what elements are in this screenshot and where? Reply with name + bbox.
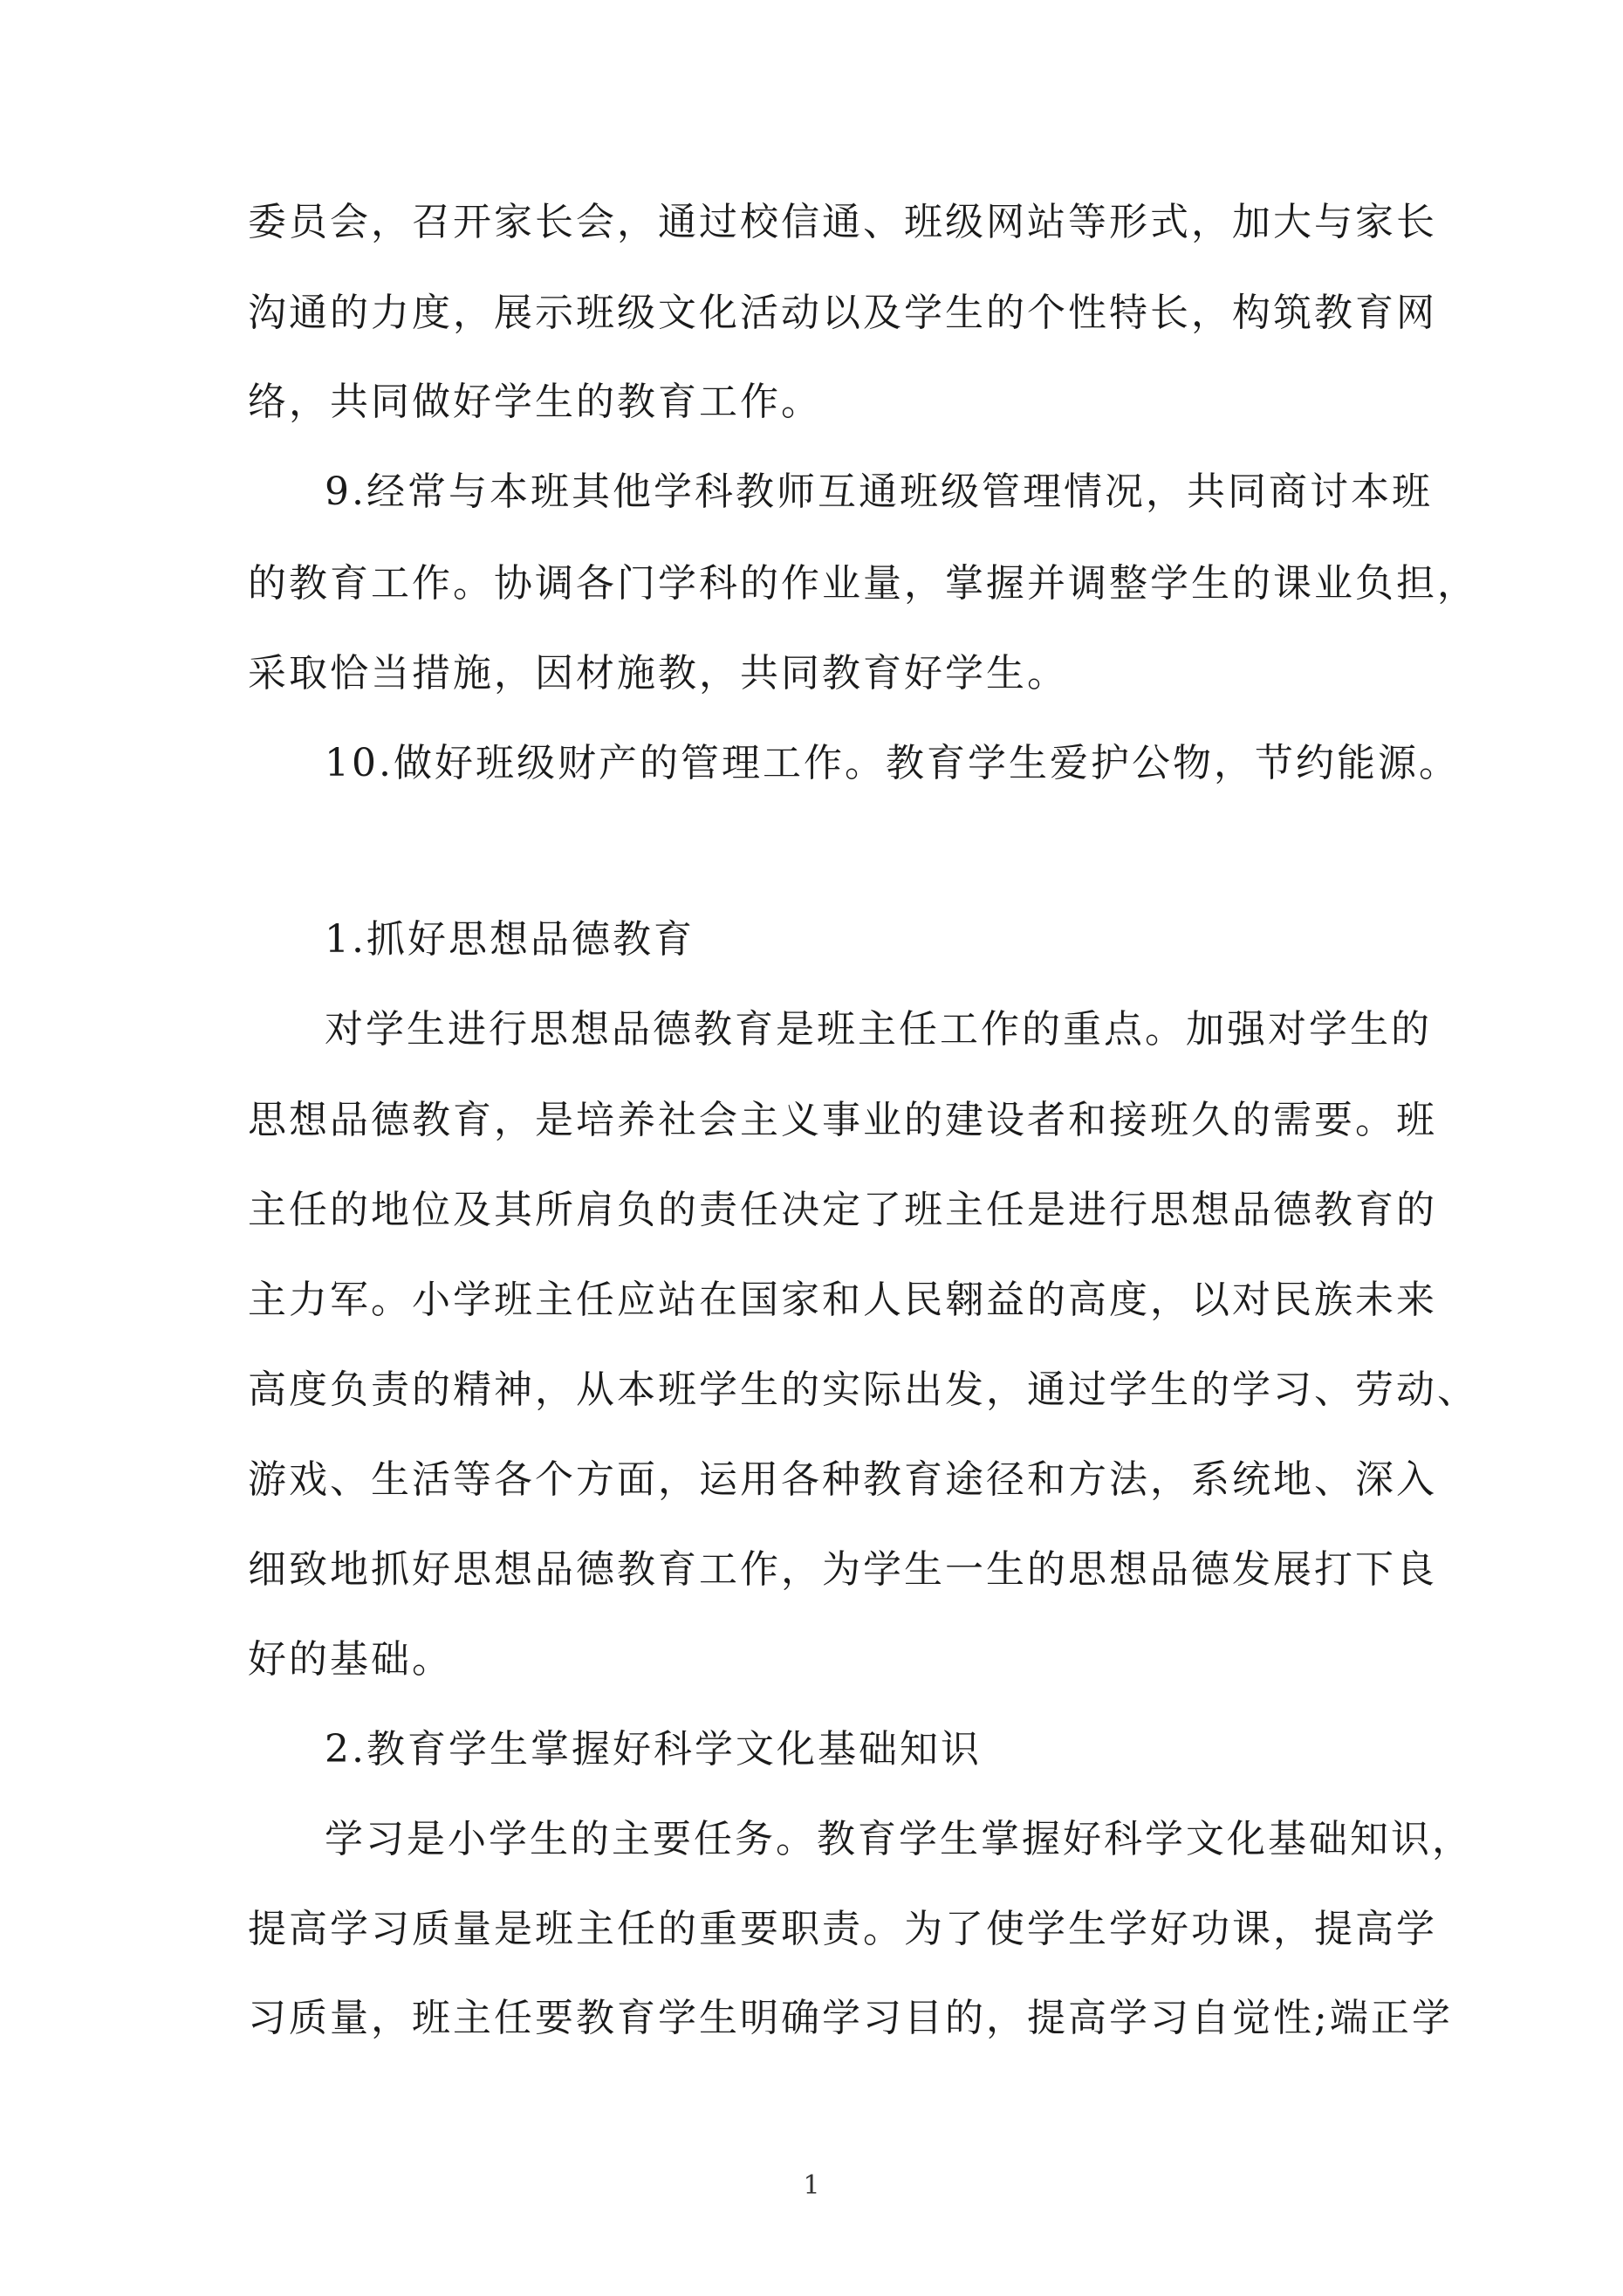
text-line: 学习是小学生的主要任务。教育学生掌握好科学文化基础知识，	[325, 1817, 1473, 1861]
text-line: 采取恰当措施，因材施教，共同教育好学生。	[248, 651, 1068, 696]
text-line: 的教育工作。协调各门学科的作业量，掌握并调整学生的课业负担，	[248, 561, 1478, 606]
text-line: 提高学习质量是班主任的重要职责。为了使学生学好功课，提高学	[248, 1907, 1437, 1951]
text-line: 10.做好班级财产的管理工作。教育学生爱护公物，节约能源。	[325, 741, 1460, 785]
text-line: 细致地抓好思想品德教育工作，为学生一生的思想品德发展打下良	[248, 1547, 1437, 1592]
section-heading: 1.抓好思想品德教育	[325, 917, 695, 962]
text-line: 主任的地位及其所肩负的责任决定了班主任是进行思想品德教育的	[248, 1188, 1437, 1232]
text-line: 好的基础。	[248, 1637, 453, 1682]
text-line: 络，共同做好学生的教育工作。	[248, 380, 822, 424]
section-heading: 2.教育学生掌握好科学文化基础知识	[325, 1727, 982, 1772]
text-line: 沟通的力度，展示班级文化活动以及学生的个性特长，构筑教育网	[248, 291, 1437, 335]
text-line: 思想品德教育，是培养社会主义事业的建设者和接班久的需要。班	[248, 1098, 1437, 1142]
text-line: 对学生进行思想品德教育是班主任工作的重点。加强对学生的	[325, 1007, 1432, 1052]
text-line: 主力军。小学班主任应站在国家和人民翱益的高度，以对民族未来	[248, 1278, 1437, 1322]
text-line: 高度负责的精神，从本班学生的实际出发，通过学生的学习、劳动、	[248, 1367, 1478, 1412]
text-line: 9.经常与本班其他学科教师互通班级管理情况，共同商讨本班	[325, 469, 1433, 514]
page-number: 1	[803, 2170, 820, 2201]
text-line: 习质量，班主任要教育学生明确学习目的，提高学习自觉性;端正学	[248, 1996, 1453, 2040]
text-line: 游戏、生活等各个方面，运用各种教育途径和方法，系统地、深入	[248, 1457, 1437, 1502]
text-line: 委员会，召开家长会，通过校信通、班级网站等形式，加大与家长	[248, 200, 1437, 244]
